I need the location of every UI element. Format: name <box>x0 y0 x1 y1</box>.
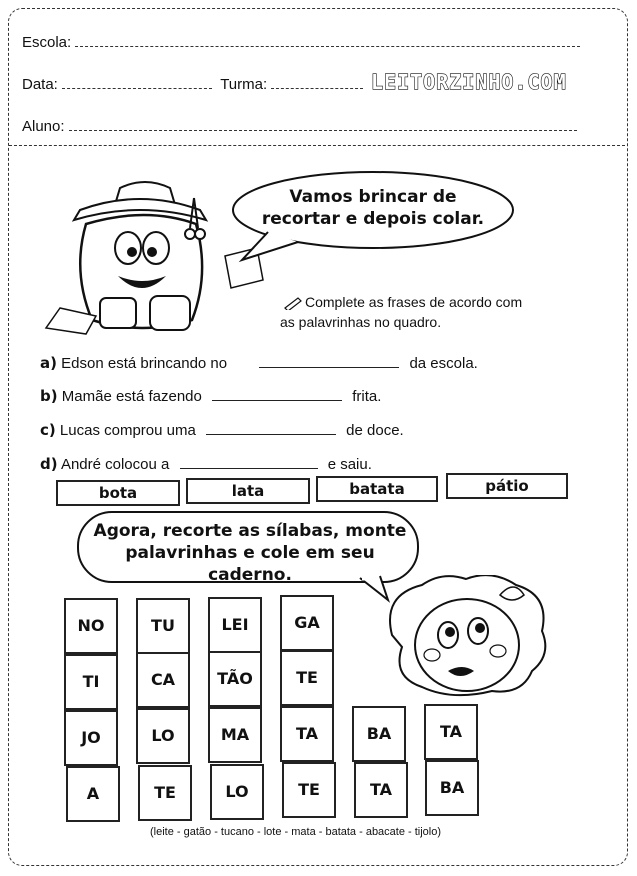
question-a <box>40 354 478 372</box>
word-bank-item: batata <box>316 476 438 502</box>
pencil-icon <box>284 296 302 310</box>
syllable-card[interactable]: BA <box>425 760 479 816</box>
syllable-card[interactable]: TE <box>282 762 336 818</box>
question-a-after: da escola. <box>409 355 478 372</box>
bubble-1-line-2: recortar e depois colar. <box>261 209 485 229</box>
student-field[interactable] <box>69 118 577 131</box>
instruction-line-1: Complete as frases de acordo com <box>305 294 523 310</box>
class-label: Turma: <box>220 76 268 93</box>
syllable-card[interactable]: NO <box>64 598 118 654</box>
school-line <box>22 34 580 51</box>
bubble-2-line-1: Agora, recorte as sílabas, monte <box>93 521 407 541</box>
bubble-2-line-2: palavrinhas e cole em seu caderno. <box>125 543 375 585</box>
instruction-text <box>280 292 585 332</box>
question-b-letter: b) <box>40 387 58 405</box>
syllable-card[interactable]: TE <box>280 650 334 706</box>
girl-character-illustration <box>372 575 562 705</box>
brand-logo: LEITORZINHO.COM <box>371 70 567 94</box>
question-a-letter: a) <box>40 354 57 372</box>
question-c <box>40 421 404 439</box>
syllable-card[interactable]: TÃO <box>208 651 262 707</box>
question-a-blank[interactable] <box>259 355 399 368</box>
word-bank-item: bota <box>56 480 180 506</box>
syllable-card[interactable]: TU <box>136 598 190 654</box>
school-label: Escola: <box>22 34 72 51</box>
question-b-after: frita. <box>352 388 382 405</box>
bubble-1-text <box>258 186 488 230</box>
syllable-card[interactable]: LO <box>136 708 190 764</box>
syllable-card[interactable]: CA <box>136 652 190 708</box>
question-c-after: de doce. <box>346 422 404 439</box>
question-d-after: e saiu. <box>327 456 372 473</box>
date-label: Data: <box>22 76 58 93</box>
syllable-card[interactable]: LEI <box>208 597 262 653</box>
syllable-card[interactable]: MA <box>208 707 262 763</box>
answer-words-footer: (leite - gatão - tucano - lote - mata - batata - abacate - tijolo) <box>150 826 442 838</box>
syllable-card[interactable]: BA <box>352 706 406 762</box>
syllable-card[interactable]: TA <box>280 706 334 762</box>
school-field[interactable] <box>75 34 580 47</box>
question-a-before: Edson está brincando no <box>61 355 228 372</box>
instruction-line-2: as palavrinhas no quadro. <box>280 314 442 330</box>
word-bank-item: pátio <box>446 473 568 499</box>
bubble-2-text <box>82 520 418 586</box>
question-d-blank[interactable] <box>180 456 318 469</box>
question-d-letter: d) <box>40 455 58 473</box>
syllable-card[interactable]: TE <box>138 765 192 821</box>
question-c-letter: c) <box>40 421 56 439</box>
bubble-1-line-1: Vamos brincar de <box>289 187 457 207</box>
syllable-card[interactable]: TA <box>354 762 408 818</box>
syllable-card[interactable]: JO <box>64 710 118 766</box>
syllable-card[interactable]: TI <box>64 654 118 710</box>
syllable-card[interactable]: LO <box>210 764 264 820</box>
header-separator <box>9 145 625 146</box>
class-field[interactable] <box>271 76 363 89</box>
question-d <box>40 455 372 473</box>
question-b-blank[interactable] <box>212 388 342 401</box>
question-d-before: André colocou a <box>60 456 170 473</box>
date-field[interactable] <box>62 76 212 89</box>
word-bank-item: lata <box>186 478 310 504</box>
syllable-card[interactable]: GA <box>280 595 334 651</box>
question-b <box>40 387 381 405</box>
student-line <box>22 118 577 135</box>
student-label: Aluno: <box>22 118 65 135</box>
syllable-card[interactable]: TA <box>424 704 478 760</box>
question-b-before: Mamãe está fazendo <box>61 388 202 405</box>
syllable-card[interactable]: A <box>66 766 120 822</box>
question-c-blank[interactable] <box>206 422 336 435</box>
question-c-before: Lucas comprou uma <box>59 422 196 439</box>
date-line <box>22 76 363 93</box>
